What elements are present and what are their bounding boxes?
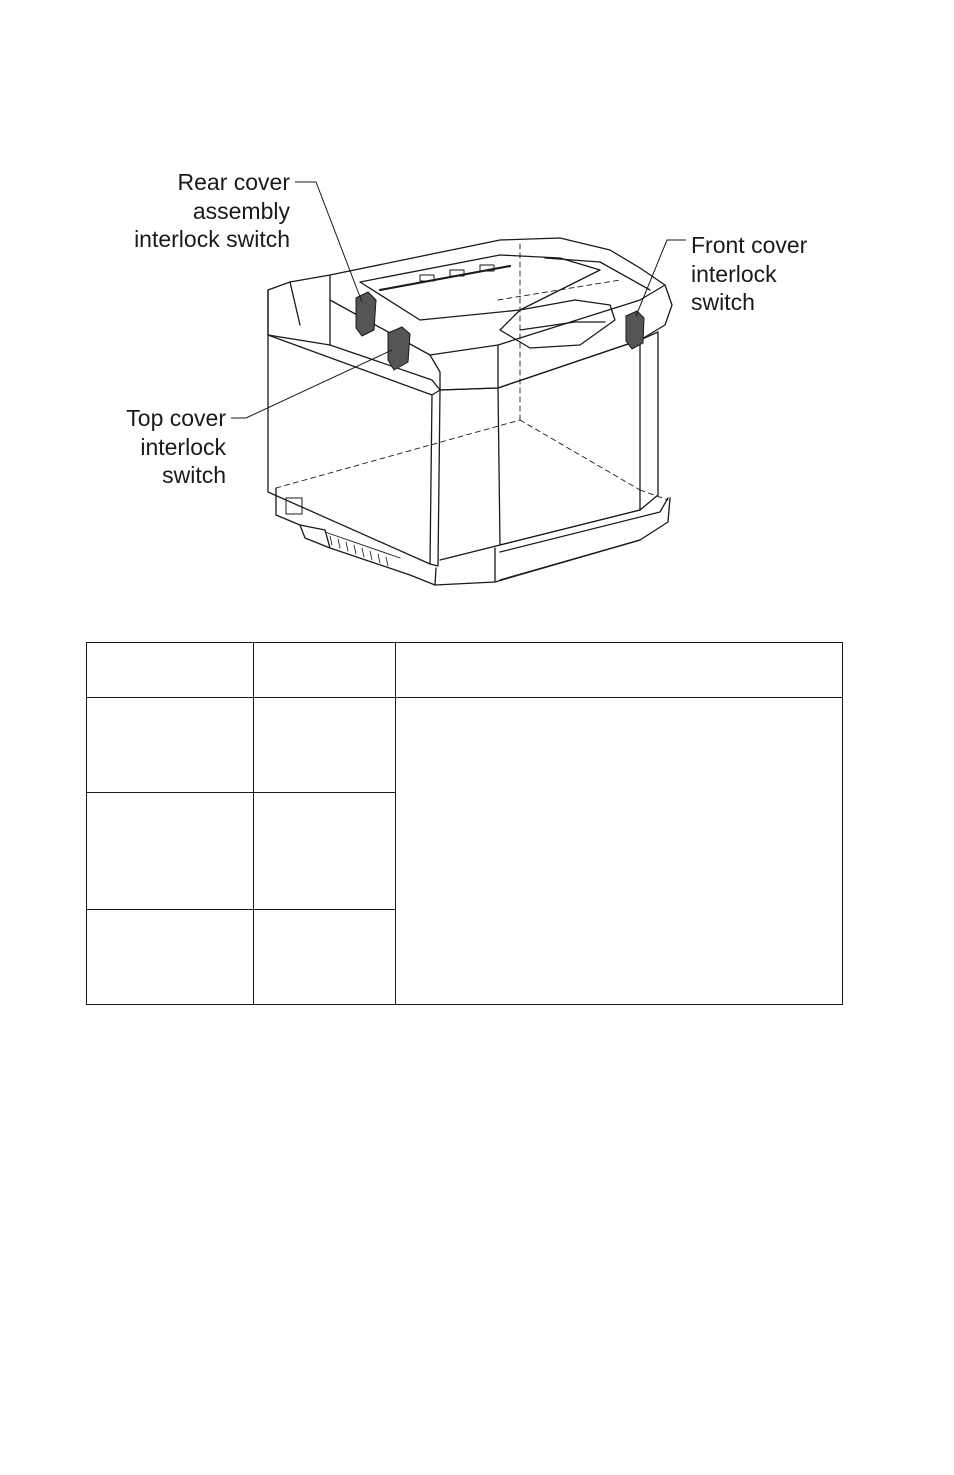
rear-cover-interlock-label (134, 168, 290, 254)
front-cover-interlock-label (691, 231, 807, 317)
callout-line: switch (691, 289, 755, 315)
callout-line: Top cover (126, 405, 226, 431)
callout-line: Front cover (691, 232, 808, 258)
table-row (87, 698, 843, 793)
front-cover-interlock-switch (626, 311, 644, 349)
top-cover-interlock-switch (388, 327, 410, 370)
table-cell (396, 698, 843, 1005)
printer-base (276, 488, 670, 585)
printer-illustration (0, 0, 954, 620)
table-header-cell (396, 643, 843, 698)
callout-line: Rear cover (177, 169, 290, 195)
callout-line: interlock (140, 433, 226, 460)
callout-line: interlock (691, 260, 777, 287)
table-header-cell (254, 643, 396, 698)
rear-cover-interlock-switch (356, 292, 376, 336)
switch-table (86, 642, 843, 1004)
table-cell (87, 698, 254, 793)
callout-line: switch (162, 462, 226, 488)
callout-line: assembly (192, 197, 290, 224)
callout-line: interlock switch (134, 226, 290, 252)
table-cell (254, 910, 396, 1005)
front-callout-leader (636, 240, 686, 316)
table-header-cell (87, 643, 254, 698)
table-cell (254, 698, 396, 793)
top-cover-interlock-label (126, 404, 226, 490)
printer-front-side (440, 340, 640, 560)
rear-callout-leader (295, 182, 362, 302)
table-cell (87, 910, 254, 1005)
top-callout-leader (231, 350, 392, 418)
table-header-row (87, 643, 843, 698)
table-cell (254, 793, 396, 910)
table-cell (87, 793, 254, 910)
